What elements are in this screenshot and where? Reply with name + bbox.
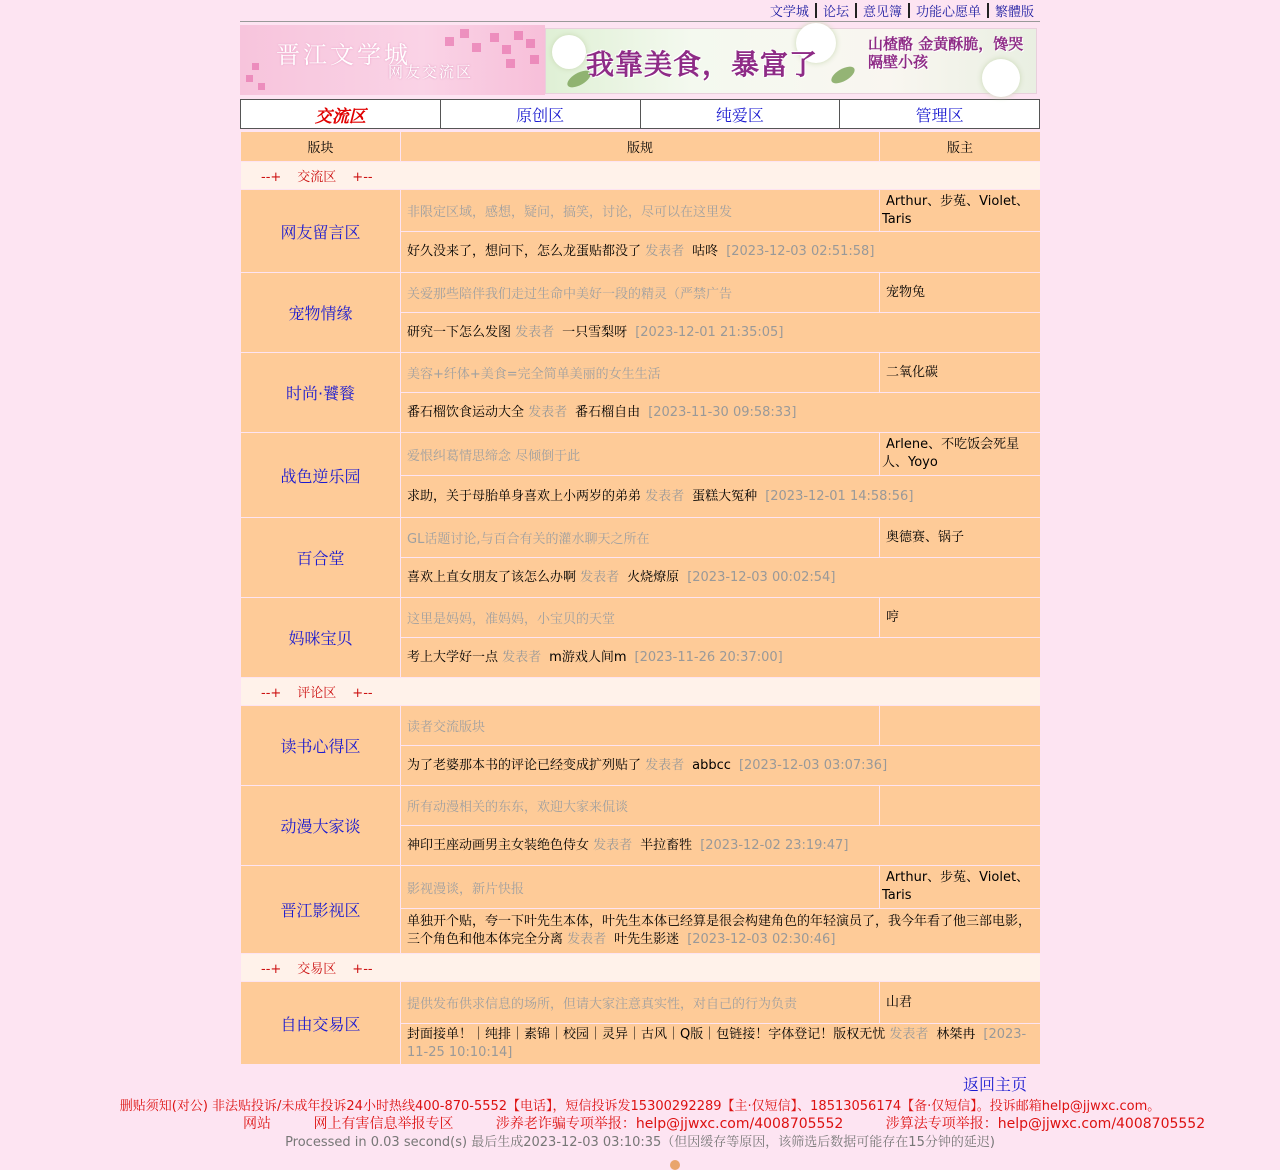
tab-exchange-zone[interactable]: 交流区 [241,100,441,128]
forum-rule: 提供发布供求信息的场所，但请大家注意真实性，对自己的行为负责 [401,982,880,1024]
last-post-time: [2023-12-01 14:58:56] [765,488,914,504]
moderator-names[interactable]: 山君 [886,994,913,1010]
last-post-time: [2023-12-03 00:02:54] [687,569,836,585]
posted-by-label: 发表者 [593,837,633,853]
forum-name[interactable]: 自由交易区 [241,982,401,1065]
last-post-title[interactable]: 喜欢上直女朋友了该怎么办啊 [407,569,577,585]
table-header-row [241,132,1041,162]
nav-link-wenxuecheng[interactable]: 文学城 [769,5,809,20]
zone-tabs [240,99,1040,129]
last-post-author[interactable]: 咕咚 [692,244,719,259]
section-label[interactable]: 评论区 [297,686,337,701]
last-post-title[interactable]: 番石榴饮食运动大全 [407,404,525,420]
forum-name[interactable]: 读书心得区 [241,706,401,786]
forum-moderators [880,786,1041,826]
forum-moderators [880,518,1041,558]
last-post-title[interactable]: 单独开个贴，夸一下叶先生本体，叶先生本体已经算是很会构建角色的年轻演员了，我今年看了他三部电影，三个角色和他本体完全分离 [407,914,1032,947]
last-post-title[interactable]: 封面接单！｜纯排｜素锦｜校园｜灵异｜古风｜Q版｜包链接！字体登记！版权无忧 [407,1027,886,1042]
nav-link-wishlist[interactable]: 功能心愿单 [915,5,981,20]
posted-by-label: 发表者 [645,757,685,773]
moderator-names[interactable] [882,798,886,813]
board-table [240,131,1041,1065]
ad-banner[interactable] [545,28,1037,94]
last-post [401,826,1041,866]
forum-name[interactable]: 晋江影视区 [241,866,401,954]
moderator-names[interactable]: Arthur、步菟、Violet、Taris [882,193,1030,227]
forum-row [241,706,1041,746]
last-post-title[interactable]: 考上大学好一点 [407,649,499,665]
section-expand-right[interactable]: +-- [352,962,373,977]
tab-admin-zone[interactable]: 管理区 [915,105,964,125]
site-logo[interactable] [240,25,545,95]
section-expand-left[interactable]: --+ [261,170,282,185]
last-post [401,909,1041,954]
footer-link-elder-fraud[interactable]: 涉养老诈骗专项举报：help@jjwxc.com/4008705552 [495,1116,844,1132]
last-post [401,558,1041,598]
moderator-names[interactable]: 奥德赛、锅子 [886,529,965,545]
last-post-author[interactable]: abbcc [692,757,731,773]
forum-name[interactable]: 宠物情缘 [241,273,401,353]
nav-link-forum[interactable]: 论坛 [822,5,849,20]
forum-row [241,866,1041,909]
section-expand-left[interactable]: --+ [261,686,282,701]
last-post-title[interactable]: 神印王座动画男主女装绝色侍女 [407,837,590,853]
forum-moderators [880,598,1041,638]
posted-by-label: 发表者 [528,404,568,420]
footer-link-harmful-report[interactable]: 网上有害信息举报专区 [313,1116,454,1132]
last-post [401,476,1041,518]
posted-by-label: 发表者 [515,324,555,340]
footer-links [243,1113,1206,1133]
moderator-names[interactable]: 二氧化碳 [886,364,939,380]
forum-rule: 这里是妈妈，准妈妈，小宝贝的天堂 [401,598,880,638]
section-label[interactable]: 交易区 [297,962,337,977]
last-post [401,232,1041,273]
last-post-time: [2023-12-03 02:30:46] [687,932,836,947]
logo-title: 晋江文学城 [276,41,411,69]
forum-moderators [880,353,1041,393]
forum-row [241,433,1041,476]
forum-row [241,982,1041,1024]
forum-rule: 读者交流版块 [401,706,880,746]
last-post [401,313,1041,353]
banner [240,25,1040,95]
last-post-author[interactable]: 番石榴自由 [575,404,641,420]
posted-by-label: 发表者 [645,488,685,504]
moderator-names[interactable]: Arlene、不吃饭会死星人、Yoyo [882,437,1020,470]
section-row [241,954,1041,982]
forum-row [241,598,1041,638]
header-board: 版块 [241,132,401,162]
forum-moderators [880,982,1041,1024]
forum-row [241,190,1041,232]
complaint-notice: 删贴须知(对公) 非法贴投诉/未成年投诉24小时热线400-870-5552【电话】，短信投诉发15300292289【主·仅短信】、18513056174【备·仅短信】。投诉邮箱help@jjwxc.com。 [119,1099,1161,1114]
last-post-time: [2023-12-03 03:07:36] [738,757,888,773]
last-post [401,746,1041,786]
moderator-names[interactable]: 哼 [886,609,900,625]
forum-rule: 美容+纤体+美食=完全简单美丽的女生生活 [401,353,880,393]
header-rules: 版规 [401,132,880,162]
last-post-author[interactable]: 叶先生影迷 [614,932,680,947]
forum-rule: 关爱那些陪伴我们走过生命中美好一段的精灵（严禁广告 [401,273,880,313]
footer-link-site[interactable]: 网站 [243,1116,271,1132]
tab-original-zone[interactable]: 原创区 [441,100,641,128]
section-row [241,678,1041,706]
last-post-time: [2023-11-25 10:10:14] [407,1027,1027,1060]
forum-name[interactable]: 百合堂 [241,518,401,598]
last-post-author[interactable]: 火烧燎原 [627,569,680,585]
processed-info: Processed in 0.03 second(s) 最后生成2023-12-03 03:10:35（但因缓存等原因，该筛选后数据可能存在15分钟的延迟) [285,1135,995,1150]
last-post-author[interactable]: 半拉畜牲 [640,837,693,853]
posted-by-label: 发表者 [889,1027,929,1042]
forum-moderators [880,190,1041,232]
last-post [401,638,1041,678]
ad-headline: 我靠美食，暴富了 [586,48,819,81]
tab-bl-zone[interactable]: 纯爱区 [641,100,841,128]
section-expand-right[interactable]: +-- [352,686,373,701]
forum-rule: 所有动漫相关的东东，欢迎大家来侃谈 [401,786,880,826]
last-post-author[interactable]: 蛋糕大冤种 [692,488,758,504]
decorative-dot-icon [670,1160,680,1170]
last-post-time: [2023-12-01 21:35:05] [635,324,784,340]
logo-subtitle: 网友交流区 [388,63,474,81]
last-post-time: [2023-11-30 09:58:33] [648,404,797,420]
posted-by-label: 发表者 [645,244,685,259]
posted-by-label: 发表者 [580,569,620,585]
forum-row [241,518,1041,558]
footer-link-algorithm[interactable]: 涉算法专项举报：help@jjwxc.com/4008705552 [885,1116,1206,1132]
last-post-title[interactable]: 求助，关于母胎单身喜欢上小两岁的弟弟 [407,488,642,504]
last-post [401,1024,1041,1065]
moderator-names[interactable]: Arthur、步菟、Violet、Taris [882,870,1030,903]
ad-side-text: 山楂酪 金黄酥脆，馋哭隔壁小孩 [868,35,1024,71]
forum-name[interactable]: 时尚·饕餮 [241,353,401,433]
last-post [401,393,1041,433]
forum-name[interactable]: 动漫大家谈 [241,786,401,866]
forum-row [241,273,1041,313]
posted-by-label: 发表者 [567,932,607,947]
forum-moderators [880,866,1041,909]
moderator-names[interactable] [882,718,886,733]
forum-rule: 非限定区域，感想，疑问，搞笑，讨论，尽可以在这里发 [401,190,880,232]
section-expand-left[interactable]: --+ [261,962,282,977]
last-post-author[interactable]: 林桀冉 [936,1027,976,1042]
forum-rule: 影视漫谈，新片快报 [401,866,880,909]
last-post-title[interactable]: 好久没来了，想问下，怎么龙蛋贴都没了 [407,244,642,259]
section-label[interactable]: 交流区 [297,170,337,185]
forum-moderators [880,273,1041,313]
last-post-time: [2023-11-26 20:37:00] [634,649,783,665]
forum-moderators [880,706,1041,746]
forum-row [241,353,1041,393]
last-post-title[interactable]: 为了老婆那本书的评论已经变成扩列贴了 [407,757,642,773]
page-wrapper [240,0,1040,1065]
posted-by-label: 发表者 [502,649,542,665]
section-expand-right[interactable]: +-- [352,170,373,185]
moderator-names[interactable]: 宠物兔 [886,284,926,300]
last-post-time: [2023-12-02 23:19:47] [700,837,849,853]
home-link[interactable]: 返回主页 [963,1075,1028,1094]
nav-link-feedback[interactable]: 意见簿 [862,5,902,20]
nav-link-traditional[interactable]: 繁體版 [994,5,1034,20]
forum-name[interactable]: 妈咪宝贝 [241,598,401,678]
last-post-author[interactable]: m游戏人间m [549,649,627,665]
forum-name[interactable]: 网友留言区 [241,190,401,273]
section-row [241,162,1041,190]
forum-rule: 爱恨纠葛情思缔念 尽倾倒于此 [401,433,880,476]
top-nav [240,0,1040,22]
forum-row [241,786,1041,826]
forum-rule: GL话题讨论,与百合有关的灌水聊天之所在 [401,518,880,558]
last-post-time: [2023-12-03 02:51:58] [726,244,875,259]
forum-name[interactable]: 战色逆乐园 [241,433,401,518]
forum-moderators [880,433,1041,476]
last-post-author[interactable]: 一只雪梨呀 [562,324,628,340]
last-post-title[interactable]: 研究一下怎么发图 [407,324,512,340]
header-moderators: 版主 [880,132,1041,162]
